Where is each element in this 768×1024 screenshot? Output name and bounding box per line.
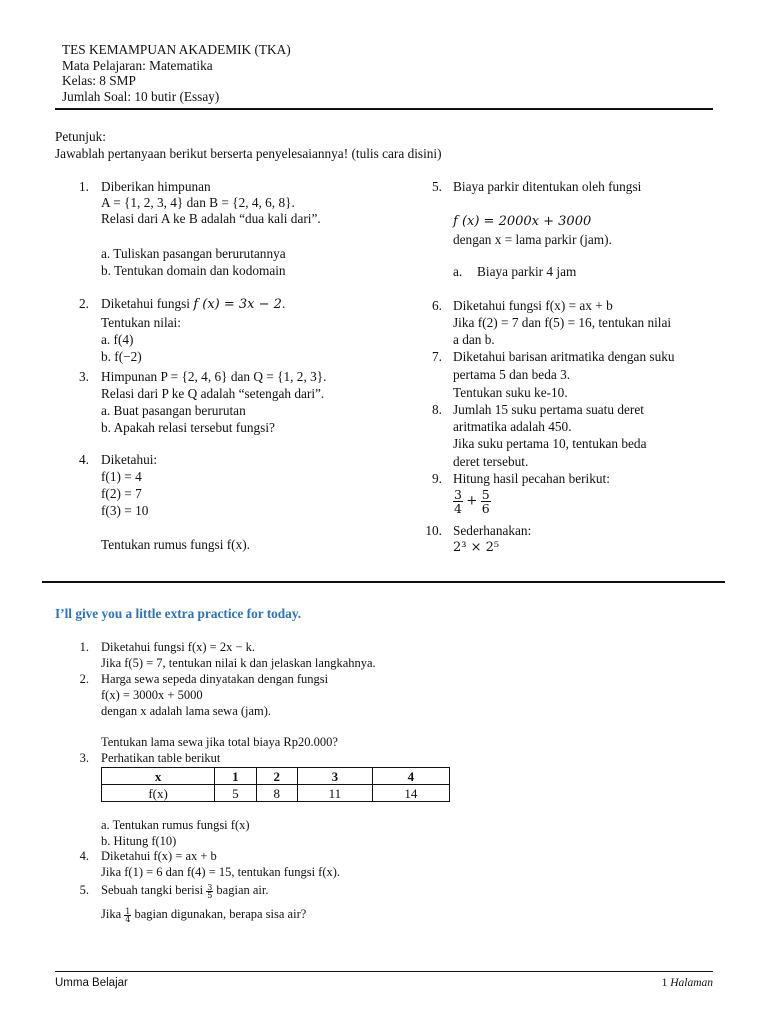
section-divider	[42, 581, 725, 583]
footer-brand: Umma Belajar	[55, 977, 128, 989]
question-text: Jika f(5) = 7, tentukan nilai k dan jelaskan langkahnya.	[101, 656, 376, 670]
footer-divider	[55, 971, 713, 972]
question-text: Tentukan suku ke-10.	[453, 385, 568, 400]
question-text: Diketahui f(x) = ax + b	[101, 849, 217, 863]
question-number: 6.	[432, 298, 442, 313]
question-text: Jika $\frac{1}{4}$ bagian digunakan, berapa sisa air?	[101, 906, 307, 924]
header-title: TES KEMAMPUAN AKADEMIK (TKA)	[62, 42, 291, 57]
given-value: f(1) = 4	[101, 469, 142, 484]
question-text: Diketahui barisan aritmatika dengan suku	[453, 349, 675, 364]
table-header-row	[102, 768, 450, 785]
question-part-a: a. Tuliskan pasangan berurutannya	[101, 246, 286, 261]
question-text: Hitung hasil pecahan berikut:	[453, 471, 610, 486]
header-question-count: Jumlah Soal: 10 butir (Essay)	[62, 88, 220, 104]
question-text: Jika suku pertama 10, tentukan beda	[453, 436, 647, 451]
question-text: Diberikan himpunan	[101, 179, 211, 194]
question-part-a: a.	[453, 264, 463, 279]
table-header-cell: 1	[215, 768, 256, 785]
table-cell: 11	[297, 785, 372, 802]
question-text: Diketahui fungsi f (x) = 3x − 2.	[101, 296, 286, 312]
question-part-b: b. f(−2)	[101, 349, 142, 364]
header-divider	[55, 108, 713, 110]
question-text: Harga sewa sepeda dinyatakan dengan fungsi	[101, 672, 329, 686]
question-number: 10.	[425, 523, 442, 538]
question-text: Jika f(1) = 6 dan f(4) = 15, tentukan fungsi f(x).	[101, 865, 341, 879]
footer-page	[662, 975, 713, 991]
question-text: deret tersebut.	[453, 454, 529, 469]
question-text: pertama 5 dan beda 3.	[453, 367, 571, 382]
table-cell: 5	[215, 785, 256, 802]
question-text: Jumlah 15 suku pertama suatu deret	[453, 402, 644, 417]
question-text: Diketahui fungsi f(x) = ax + b	[453, 298, 613, 313]
question-number: 9.	[432, 471, 442, 486]
math-expression: f (x) = 2000x + 3000	[453, 214, 592, 229]
question-text: Diketahui fungsi f(x) = 2x − k.	[101, 640, 256, 654]
header-class: Kelas: 8 SMP	[62, 73, 136, 89]
question-number: 2.	[79, 296, 89, 311]
question-text: Tentukan nilai:	[101, 315, 181, 330]
given-value: f(2) = 7	[101, 486, 142, 501]
question-text: Relasi dari P ke Q adalah “setengah dari”.	[101, 386, 325, 401]
question-text: Perhatikan table berikut	[101, 751, 221, 765]
question-part-b: b. Hitung f(10)	[101, 834, 177, 848]
header-subject: Mata Pelajaran: Matematika	[62, 57, 213, 73]
question-number: 2.	[79, 672, 89, 686]
question-text: Jika f(2) = 7 dan f(5) = 16, tentukan nilai	[453, 315, 672, 330]
fraction: $\frac{3}{5}$	[207, 882, 213, 900]
question-text: dengan x = lama parkir (jam).	[453, 232, 612, 247]
instructions-label: Petunjuk:	[55, 129, 106, 144]
table-cell: 8	[256, 785, 297, 802]
question-text: aritmatika adalah 450.	[453, 419, 572, 434]
document-header	[62, 42, 291, 104]
question-number: 3.	[79, 369, 89, 384]
fraction-expression: $\frac{3}{4}$ + $\frac{5}{6}$	[454, 487, 490, 516]
question-part-b: b. Tentukan domain dan kodomain	[101, 263, 286, 278]
table-header-cell: 4	[372, 768, 449, 785]
math-expression: 2³ × 2⁵	[453, 540, 500, 555]
table-header-cell: 3	[297, 768, 372, 785]
fraction: $\frac{1}{4}$	[125, 906, 131, 924]
function-table	[101, 767, 450, 802]
question-text: Tentukan lama sewa jika total biaya Rp20.000?	[101, 735, 338, 749]
question-number: 5.	[432, 179, 442, 194]
question-number: 5.	[79, 883, 89, 897]
question-text: dengan x adalah lama sewa (jam).	[101, 704, 272, 718]
question-text: Sederhanakan:	[453, 523, 532, 538]
question-text: Tentukan rumus fungsi f(x).	[101, 537, 250, 552]
question-text: Relasi dari A ke B adalah “dua kali dari”.	[101, 211, 321, 226]
math-expression: f (x) = 3x − 2	[193, 297, 282, 312]
question-text: Diketahui:	[101, 452, 158, 467]
question-number: 4.	[79, 452, 89, 467]
question-text: Biaya parkir ditentukan oleh fungsi	[453, 179, 642, 194]
question-part-a: a. Tentukan rumus fungsi f(x)	[101, 818, 250, 832]
fraction: $\frac{3}{4}$	[454, 487, 462, 516]
page-label: Halaman	[670, 977, 713, 989]
page-number: 1	[661, 977, 668, 989]
given-value: f(3) = 10	[101, 503, 149, 518]
question-text: a dan b.	[453, 332, 495, 347]
table-cell: 14	[372, 785, 449, 802]
table-header-cell: 2	[256, 768, 297, 785]
question-text: Himpunan P = {2, 4, 6} dan Q = {1, 2, 3}.	[101, 369, 327, 384]
question-number: 1.	[79, 179, 89, 194]
question-part-a: a. Buat pasangan berurutan	[101, 403, 246, 418]
instructions-text: Jawablah pertanyaan berikut berserta penyelesaiannya! (tulis cara disini)	[55, 146, 442, 161]
question-number: 7.	[432, 349, 442, 364]
question-text: Sebuah tangki berisi $\frac{3}{5}$ bagian air.	[101, 882, 269, 900]
question-part-a: a. f(4)	[101, 332, 134, 347]
question-number: 8.	[432, 402, 442, 417]
table-header-cell: x	[102, 768, 215, 785]
question-number: 4.	[79, 849, 89, 863]
question-part-b: b. Apakah relasi tersebut fungsi?	[101, 420, 275, 435]
question-text: A = {1, 2, 3, 4} dan B = {2, 4, 6, 8}.	[101, 195, 295, 210]
question-text: f(x) = 3000x + 5000	[101, 688, 203, 702]
fraction: $\frac{5}{6}$	[481, 487, 490, 516]
table-cell: f(x)	[102, 785, 215, 802]
question-number: 3.	[79, 751, 89, 765]
question-number: 1.	[79, 640, 89, 654]
table-row	[102, 785, 450, 802]
extra-practice-heading: I’ll give you a little extra practice for today.	[55, 606, 302, 621]
question-part-a-text: Biaya parkir 4 jam	[477, 264, 577, 279]
